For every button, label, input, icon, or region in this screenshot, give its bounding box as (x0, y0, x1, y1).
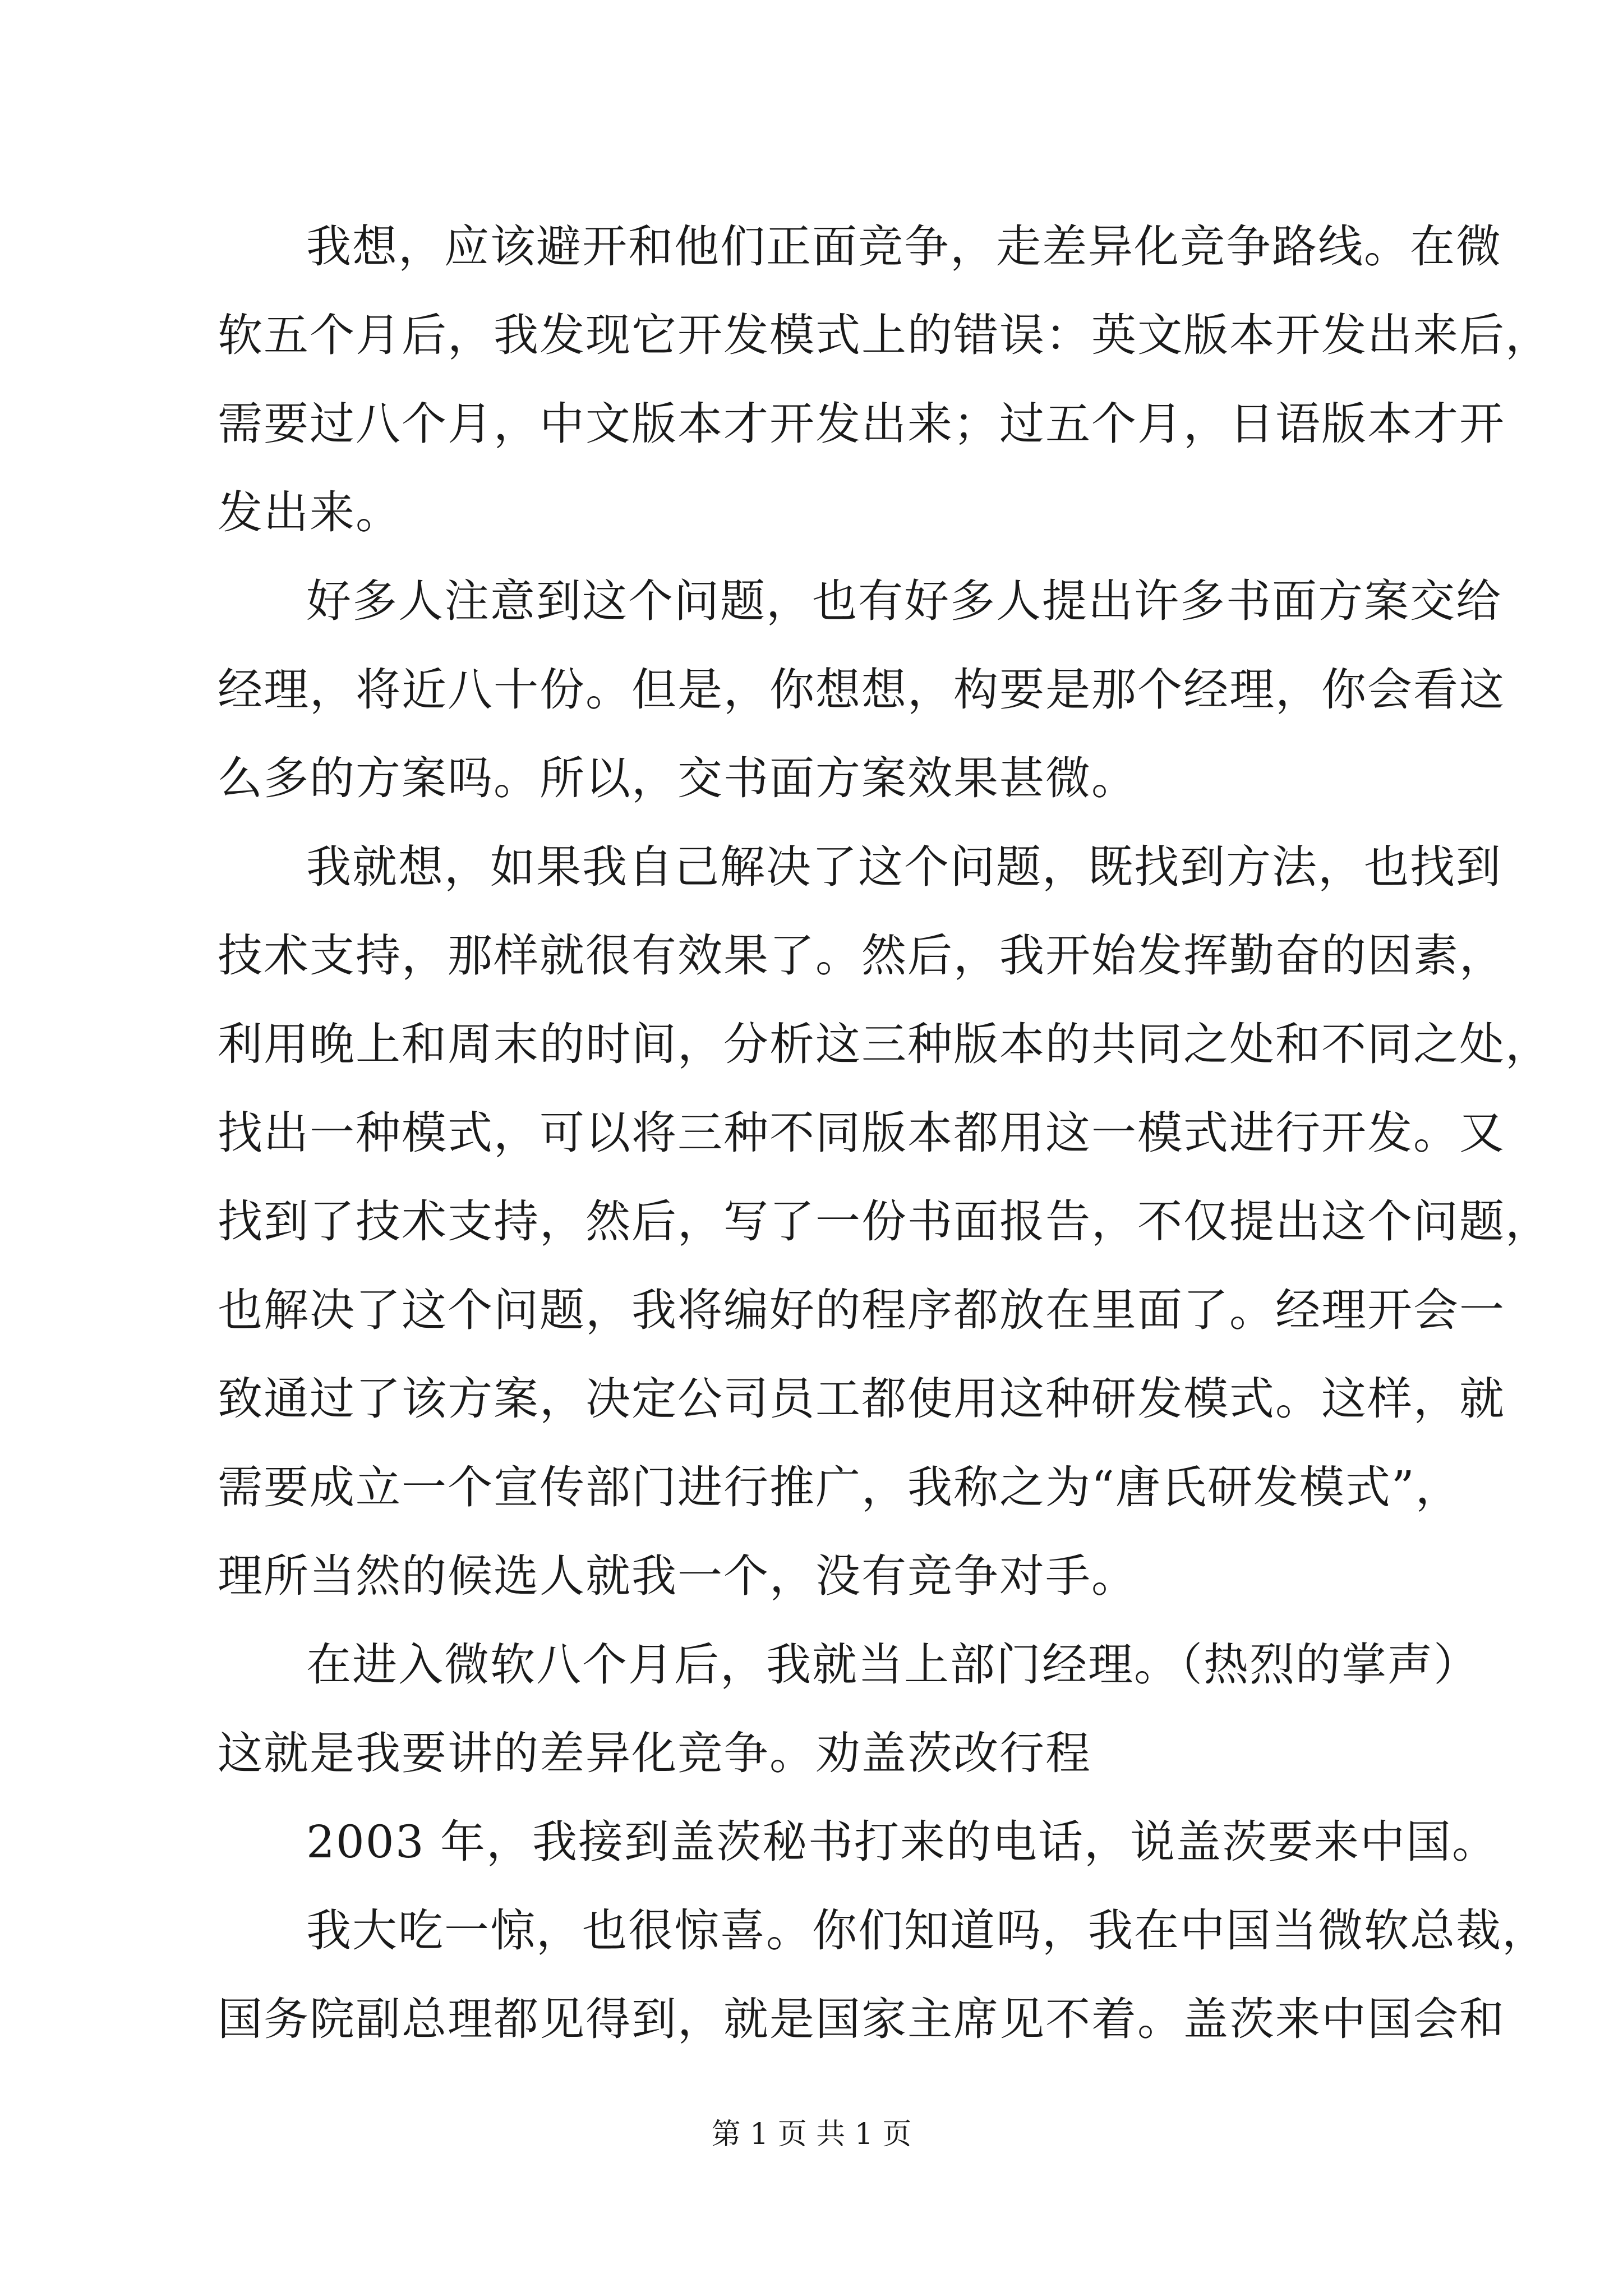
text-line: 我大吃一惊，也很惊喜。你们知道吗，我在中国当微软总裁， (306, 1904, 1548, 1957)
text-line: 致通过了该方案，决定公司员工都使用这种研发模式。这样，就 (218, 1373, 1505, 1425)
text-line: 2003 年，我接到盖茨秘书打来的电话，说盖茨要来中国。 (306, 1816, 1498, 1868)
text-line: 发出来。 (218, 486, 402, 539)
text-line: 我就想，如果我自己解决了这个问题，既找到方法，也找到 (306, 841, 1502, 893)
text-line: 技术支持，那样就很有效果了。然后，我开始发挥勤奋的因素， (218, 930, 1505, 982)
text-line: 我想，应该避开和他们正面竞争，走差异化竞争路线。在微 (306, 220, 1502, 273)
text-line: 需要成立一个宣传部门进行推广，我称之为“唐氏研发模式”， (218, 1461, 1461, 1513)
text-line: 经理，将近八十份。但是，你想想，构要是那个经理，你会看这 (218, 664, 1505, 716)
text-line: 国务院副总理都见得到，就是国家主席见不着。盖茨来中国会和 (218, 1993, 1505, 2045)
text-line: 这就是我要讲的差异化竞争。劝盖茨改行程 (218, 1727, 1091, 1779)
text-line: 在进入微软八个月后，我就当上部门经理。（热烈的掌声） (306, 1639, 1479, 1691)
text-line: 需要过八个月，中文版本才开发出来；过五个月，日语版本才开 (218, 398, 1505, 450)
text-line: 找出一种模式，可以将三种不同版本都用这一模式进行开发。又 (218, 1107, 1505, 1159)
text-line: 也解决了这个问题，我将编好的程序都放在里面了。经理开会一 (218, 1284, 1505, 1336)
page-number: 第 1 页 共 1 页 (711, 2118, 912, 2151)
text-line: 好多人注意到这个问题，也有好多人提出许多书面方案交给 (306, 575, 1502, 627)
text-line: 利用晚上和周末的时间，分析这三种版本的共同之处和不同之处， (218, 1018, 1551, 1070)
text-line: 软五个月后，我发现它开发模式上的错误：英文版本开发出来后， (218, 309, 1551, 361)
text-line: 理所当然的候选人就我一个，没有竞争对手。 (218, 1550, 1137, 1602)
text-line: 么多的方案吗。所以，交书面方案效果甚微。 (218, 752, 1137, 804)
text-line: 找到了技术支持，然后，写了一份书面报告，不仅提出这个问题， (218, 1195, 1551, 1248)
